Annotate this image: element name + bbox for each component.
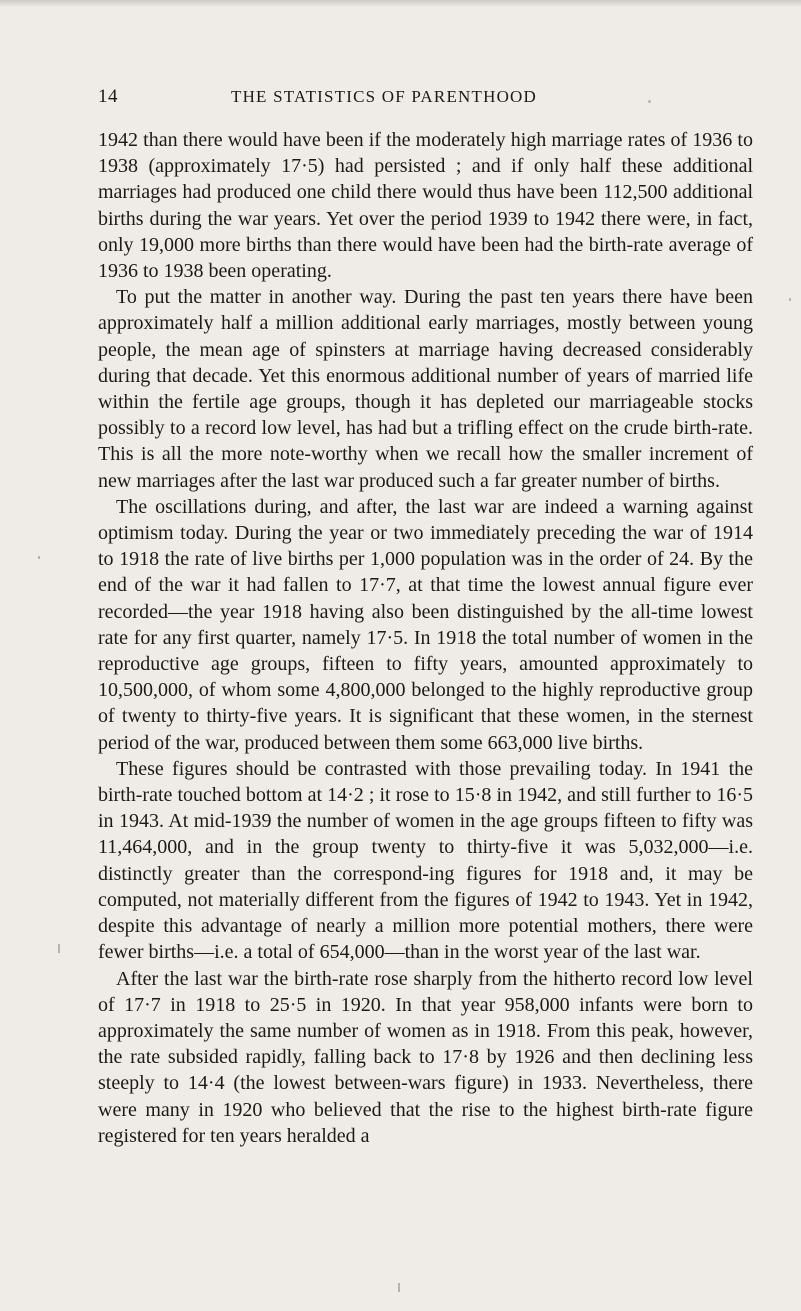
margin-speck — [58, 944, 60, 953]
page-top-edge — [0, 0, 801, 6]
margin-speck — [38, 556, 40, 559]
paragraph-3: The oscillations during, and after, the last war are indeed a warning against optimism today. During the year or two immediately preceding the war of 1914 to 1918 the rate of live births per 1,000 population was in the order of 24. By the end of the war it had fallen to 17·7, at that time the lowest annual figure ever recorded—the year 1918 having also been distinguished by the all-time lowest rate for any first quarter, namely 17·5. In 1918 the total number of women in the reproductive age groups, fifteen to fifty years, amounted approximately to 10,500,000, of whom some 4,800,000 belonged to the highly reproductive group of twenty to thirty-five years. It is significant that these women, in the sternest period of the war, produced between them some 663,000 live births. — [98, 495, 753, 754]
page-number: 14 — [98, 86, 118, 107]
running-head: THE STATISTICS OF PARENTHOOD — [231, 87, 537, 106]
margin-speck — [648, 100, 651, 103]
paragraph-2: To put the matter in another way. During the past ten years there have been approximately half a million additional early marriages, mostly between young people, the mean age of spinsters at marriage having decreased considerably during that decade. Yet this enormous additional number of years of married life within the fertile age groups, though it has depleted our marriageable stocks possibly to a record low level, has had but a trifling effect on the crude birth-rate. This is all the more note-worthy when we recall how the smaller increment of new marriages after the last war produced such a far greater number of births. — [98, 286, 753, 492]
paragraph-1: 1942 than there would have been if the moderately high marriage rates of 1936 to 1938 (approximately 17·5) had persisted ; and if only half these additional marriages had produced one child there would thus have been 112,500 additional births during the war years. Yet over the period 1939 to 1942 there were, in fact, only 19,000 more births than there would have been had the birth-rate average of 1936 to 1938 been operating. — [98, 129, 753, 283]
margin-speck — [398, 1283, 400, 1292]
paragraph-5: After the last war the birth-rate rose sharply from the hitherto record low level of 17·7 in 1918 to 25·5 in 1920. In that year 958,000 infants were born to approximately the same number of women as in 1918. From this peak, however, the rate subsided rapidly, falling back to 17·8 by 1926 and then declining less steeply to 14·4 (the lowest between-wars figure) in 1933. Nevertheless, there were many in 1920 who believed that the rise to the highest birth-rate figure registered for ten years heralded a — [98, 967, 753, 1147]
body-text — [98, 127, 753, 1149]
margin-speck — [789, 298, 791, 301]
page-header — [98, 86, 708, 112]
paragraph-4: These figures should be contrasted with those prevailing today. In 1941 the birth-rate touched bottom at 14·2 ; it rose to 15·8 in 1942, and still further to 16·5 in 1943. At mid-1939 the number of women in the age groups fifteen to fifty was 11,464,000, and in the group twenty to thirty-five it was 5,032,000—i.e. distinctly greater than the correspond-ing figures for 1918 and, it may be computed, not materially different from the figures of 1942 to 1943. Yet in 1942, despite this advantage of nearly a million more potential mothers, there were fewer births—i.e. a total of 654,000—than in the worst year of the last war. — [98, 757, 753, 964]
